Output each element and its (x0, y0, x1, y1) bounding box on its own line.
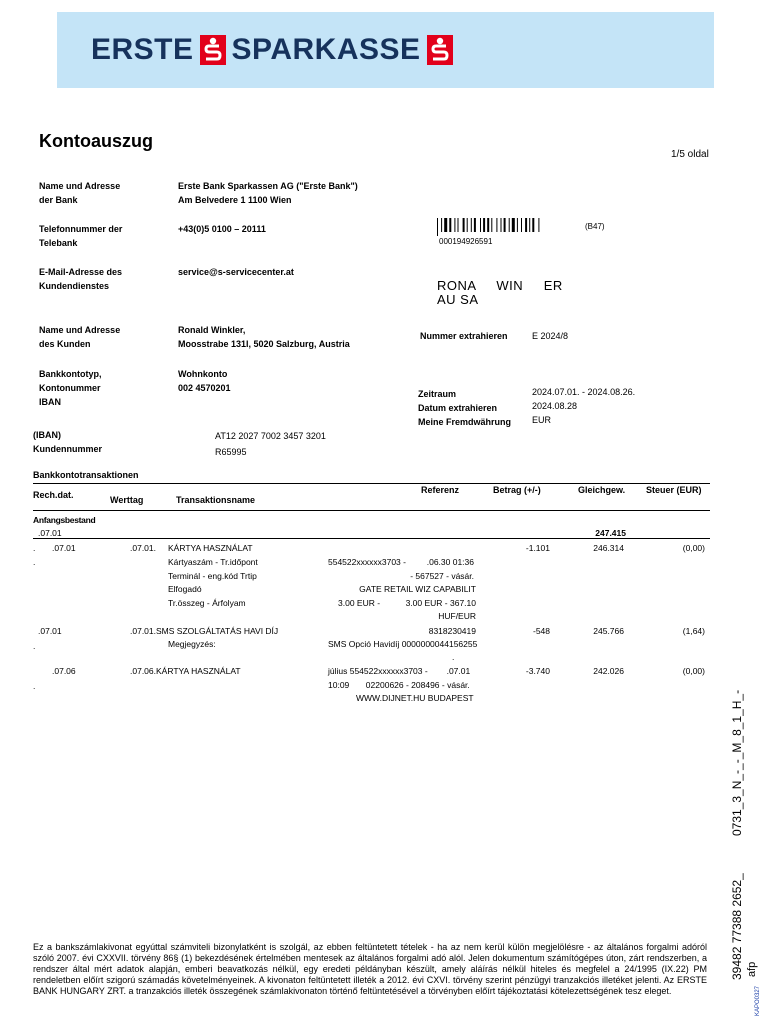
phone-value: +43(0)5 0100 – 20111 (178, 224, 266, 234)
detail-key: Kártyaszám - Tr.időpont (168, 557, 258, 567)
reference-line: 10:09 02200626 - 208496 - vásár. (328, 680, 470, 690)
detail-value: .06.30 01:36 (426, 557, 474, 567)
col-balance: Gleichgew. (578, 485, 626, 495)
reference-line: július 554522xxxxxx3703 - .07.01 (328, 666, 471, 676)
period-values: 2024.07.01. - 2024.08.26. 2024.08.28 EUR (532, 387, 636, 425)
col-rech-date: Rech.dat. (33, 490, 74, 500)
col-transaction-name: Transaktionsname (176, 495, 256, 505)
value-date: .07.01. (130, 626, 156, 636)
transaction-name: SMS SZOLGÁLTATÁS HAVI DÍJ (156, 626, 279, 636)
opening-balance-value: 247.415 (595, 528, 626, 538)
opening-balance-label: Anfangsbestand (33, 515, 96, 525)
phone-label: Telefonnummer der Telebank (39, 224, 123, 248)
detail-value: 3.00 EUR - 367.10 (405, 598, 476, 608)
tax-value: (0,00) (682, 666, 705, 676)
detail-ref: 554522xxxxxx3703 - (328, 557, 406, 567)
detail-key: Megjegyzés: (168, 639, 216, 649)
iban-values: AT12 2027 7002 3457 3201 R65995 (215, 431, 326, 457)
barcode-number: 000194926591 (439, 237, 493, 246)
email-label: E-Mail-Adresse des Kundendienstes (39, 267, 123, 291)
balance-value: 246.314 (593, 543, 624, 553)
mailing-address: RONA WIN ER AU SA (437, 278, 563, 307)
value-date: .07.01. (130, 543, 156, 553)
legal-footer: Ez a bankszámlakivonat egyúttal számviteli bizonylatként is szolgál, az ebben feltüntetett tételek - ha az nem kerül külön megjelölésre - az általános forgalmi adóról szóló 2007. évi CXXVII. törvény 86§ (1) bekezdésének értelmében mentesek az általános forgalmi adó alól. Jelen dokumentum számítógépes úton, zárt rendszerben, a rendszer által mért adatok alapján, emberi beavatkozás nélkül, egy eredeti példányban készült, amely aláírás nélkül hiteles és megfelel a 24/1995 (IX.22) PM rendeletben előírt szigorú számadás követelményeinek. A kivonaton feltüntetett illeték a 2012. évi CXVI. törvény szerint pénzügyi tranzakciós illetéket jelenti. Az ERSTE BANK HUNGARY ZRT. a tranzakciós illeték összegének számlakivonaton történő feltüntetésével a törvényben előírt tájékoztatási kötelezettségének tesz eleget. (33, 942, 707, 996)
customer-value: Ronald Winkler, Moosstrabe 131l, 5020 Salzburg, Austria (178, 325, 350, 349)
account-label: Bankkontotyp, Kontonummer IBAN (39, 369, 102, 407)
table-row: .07.06 (52, 666, 76, 676)
transaction-name: KÁRTYA HASZNÁLAT (156, 666, 241, 676)
tax-value: (0,00) (682, 543, 705, 553)
email-value: service@s-servicecenter.at (178, 267, 294, 277)
col-amount: Betrag (+/-) (493, 485, 541, 495)
detail-value: GATE RETAIL WIZ CAPABILIT (359, 584, 476, 594)
detail-key: Elfogadó (168, 584, 202, 594)
amount-value: -1.101 (525, 543, 550, 553)
col-reference: Referenz (421, 485, 460, 495)
sparkasse-s-icon (200, 35, 226, 65)
logo-word-erste: ERSTE (91, 33, 194, 66)
reference-value: 8318230419 (428, 626, 476, 636)
tax-value: (1,64) (682, 626, 705, 636)
detail-key: Terminál - eng.kód Trtip (168, 571, 257, 581)
detail-value: - 567527 - vásár. (410, 571, 474, 581)
erste-sparkasse-logo (91, 32, 453, 68)
reference-line: WWW.DIJNET.HU BUDAPEST (356, 693, 474, 703)
table-row: .07.01 (52, 543, 76, 553)
sparkasse-s-icon-2 (427, 35, 453, 65)
row-marker: . (33, 681, 36, 691)
transactions-title: Bankkontotransaktionen (33, 470, 139, 480)
detail-value: SMS Opció Havidíj 0000000044156255 (328, 639, 478, 649)
balance-value: 245.766 (593, 626, 624, 636)
logo-word-sparkasse: SPARKASSE (231, 33, 421, 66)
customer-label: Name und Adresse des Kunden (39, 325, 121, 349)
side-code-small: KAPO0327 (755, 985, 761, 1016)
side-code-main: 0731_3_N_-_-_M_8_1_H_- (730, 689, 744, 836)
page-number: 1/5 oldal (671, 149, 709, 160)
table-row: .07.01 (38, 626, 62, 636)
opening-date: .07.01 (38, 528, 62, 538)
col-value-date: Werttag (110, 495, 144, 505)
bank-name-value: Erste Bank Sparkassen AG ("Erste Bank") Am Belvedere 1 1100 Wien (178, 181, 358, 205)
row-marker: . (33, 543, 36, 553)
transaction-name: KÁRTYA HASZNÁLAT (168, 543, 253, 553)
value-date: .07.06. (130, 666, 156, 676)
row-marker: . (33, 557, 36, 567)
side-code-tag: afp (746, 961, 758, 977)
iban-labels: (IBAN) Kundennummer (33, 430, 103, 454)
extract-number-label: Nummer extrahieren (420, 331, 508, 341)
opening-rule (33, 538, 710, 539)
barcode-graphic (437, 218, 583, 236)
detail-key: Tr.összeg - Árfolyam (168, 598, 246, 608)
period-labels: Zeitraum Datum extrahieren Meine Fremdwährung (418, 389, 512, 427)
amount-value: -3.740 (525, 666, 550, 676)
account-value: Wohnkonto 002 4570201 (178, 369, 231, 393)
page-title: Kontoauszug (39, 131, 153, 151)
detail-value: HUF/EUR (438, 611, 476, 621)
col-tax: Steuer (EUR) (646, 485, 702, 495)
detail-ref: 3.00 EUR - (338, 598, 381, 608)
table-top-rule (33, 483, 710, 484)
side-code-mid: 39482 77388 2652_ (730, 873, 744, 980)
table-header-rule (33, 510, 710, 511)
bank-name-label: Name und Adresse der Bank (39, 181, 121, 205)
row-marker: . (33, 641, 36, 651)
balance-value: 242.026 (593, 666, 624, 676)
extract-number-value: E 2024/8 (532, 331, 569, 341)
row-marker: . (452, 652, 455, 662)
barcode-suffix: (B47) (585, 222, 605, 231)
amount-value: -548 (532, 626, 550, 636)
